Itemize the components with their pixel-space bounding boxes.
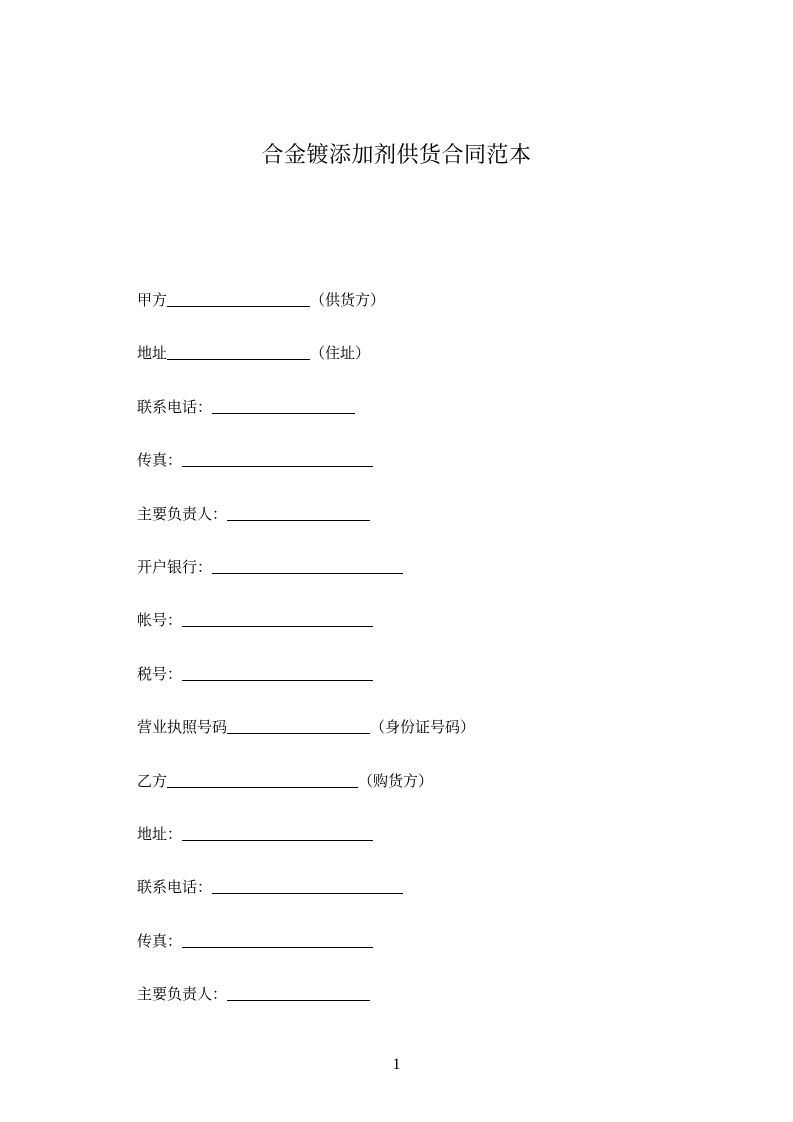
party-a-bank-label: 开户银行：: [137, 558, 213, 576]
party-b-fax-field: [137, 929, 373, 953]
party-a-fax-blank[interactable]: [182, 451, 373, 467]
party-b-address-label: 地址：: [137, 825, 183, 843]
party-a-tax-blank[interactable]: [182, 665, 373, 681]
party-b-responsible-blank[interactable]: [227, 985, 370, 1001]
party-b-address-blank[interactable]: [182, 825, 373, 841]
party-b-fax-blank[interactable]: [182, 932, 373, 948]
party-a-address-suffix: （住址）: [310, 344, 371, 362]
party-b-name-label: 乙方: [137, 772, 168, 790]
party-b-responsible-label: 主要负责人：: [137, 985, 228, 1003]
party-b-phone-blank[interactable]: [212, 878, 403, 894]
party-a-tax-label: 税号：: [137, 665, 183, 683]
party-a-name-label: 甲方: [137, 291, 168, 309]
party-b-phone-field: [137, 875, 403, 899]
party-b-name-field: [137, 769, 433, 793]
party-a-address-field: [137, 341, 370, 365]
party-a-address-blank[interactable]: [167, 344, 310, 360]
party-a-license-blank[interactable]: [227, 718, 370, 734]
party-a-fax-field: [137, 448, 373, 472]
party-b-phone-label: 联系电话：: [137, 878, 213, 896]
party-a-name-suffix: （供货方）: [310, 291, 386, 309]
party-b-fax-label: 传真：: [137, 932, 183, 950]
party-a-account-blank[interactable]: [182, 611, 373, 627]
party-a-fax-label: 传真：: [137, 451, 183, 469]
party-b-responsible-field: [137, 982, 370, 1006]
party-a-tax-field: [137, 662, 373, 686]
party-a-phone-label: 联系电话：: [137, 398, 213, 416]
party-a-phone-field: [137, 395, 355, 419]
party-a-responsible-label: 主要负责人：: [137, 505, 228, 523]
party-a-address-label: 地址: [137, 344, 168, 362]
party-a-license-label: 营业执照号码: [137, 718, 228, 736]
document-title: 合金镀添加剂供货合同范本: [261, 143, 532, 168]
party-b-name-suffix: （购货方）: [358, 772, 434, 790]
party-a-account-label: 帐号：: [137, 611, 183, 629]
party-a-phone-blank[interactable]: [212, 398, 355, 414]
page-number: 1: [392, 1056, 401, 1073]
party-a-name-field: [137, 288, 385, 312]
party-a-responsible-field: [137, 502, 370, 526]
party-a-account-field: [137, 608, 373, 632]
party-a-responsible-blank[interactable]: [227, 505, 370, 521]
party-a-bank-blank[interactable]: [212, 558, 403, 574]
party-a-bank-field: [137, 555, 403, 579]
party-b-name-blank[interactable]: [167, 772, 358, 788]
party-a-license-field: [137, 715, 475, 739]
party-a-license-suffix: （身份证号码）: [370, 718, 476, 736]
party-a-name-blank[interactable]: [167, 291, 310, 307]
party-b-address-field: [137, 822, 373, 846]
